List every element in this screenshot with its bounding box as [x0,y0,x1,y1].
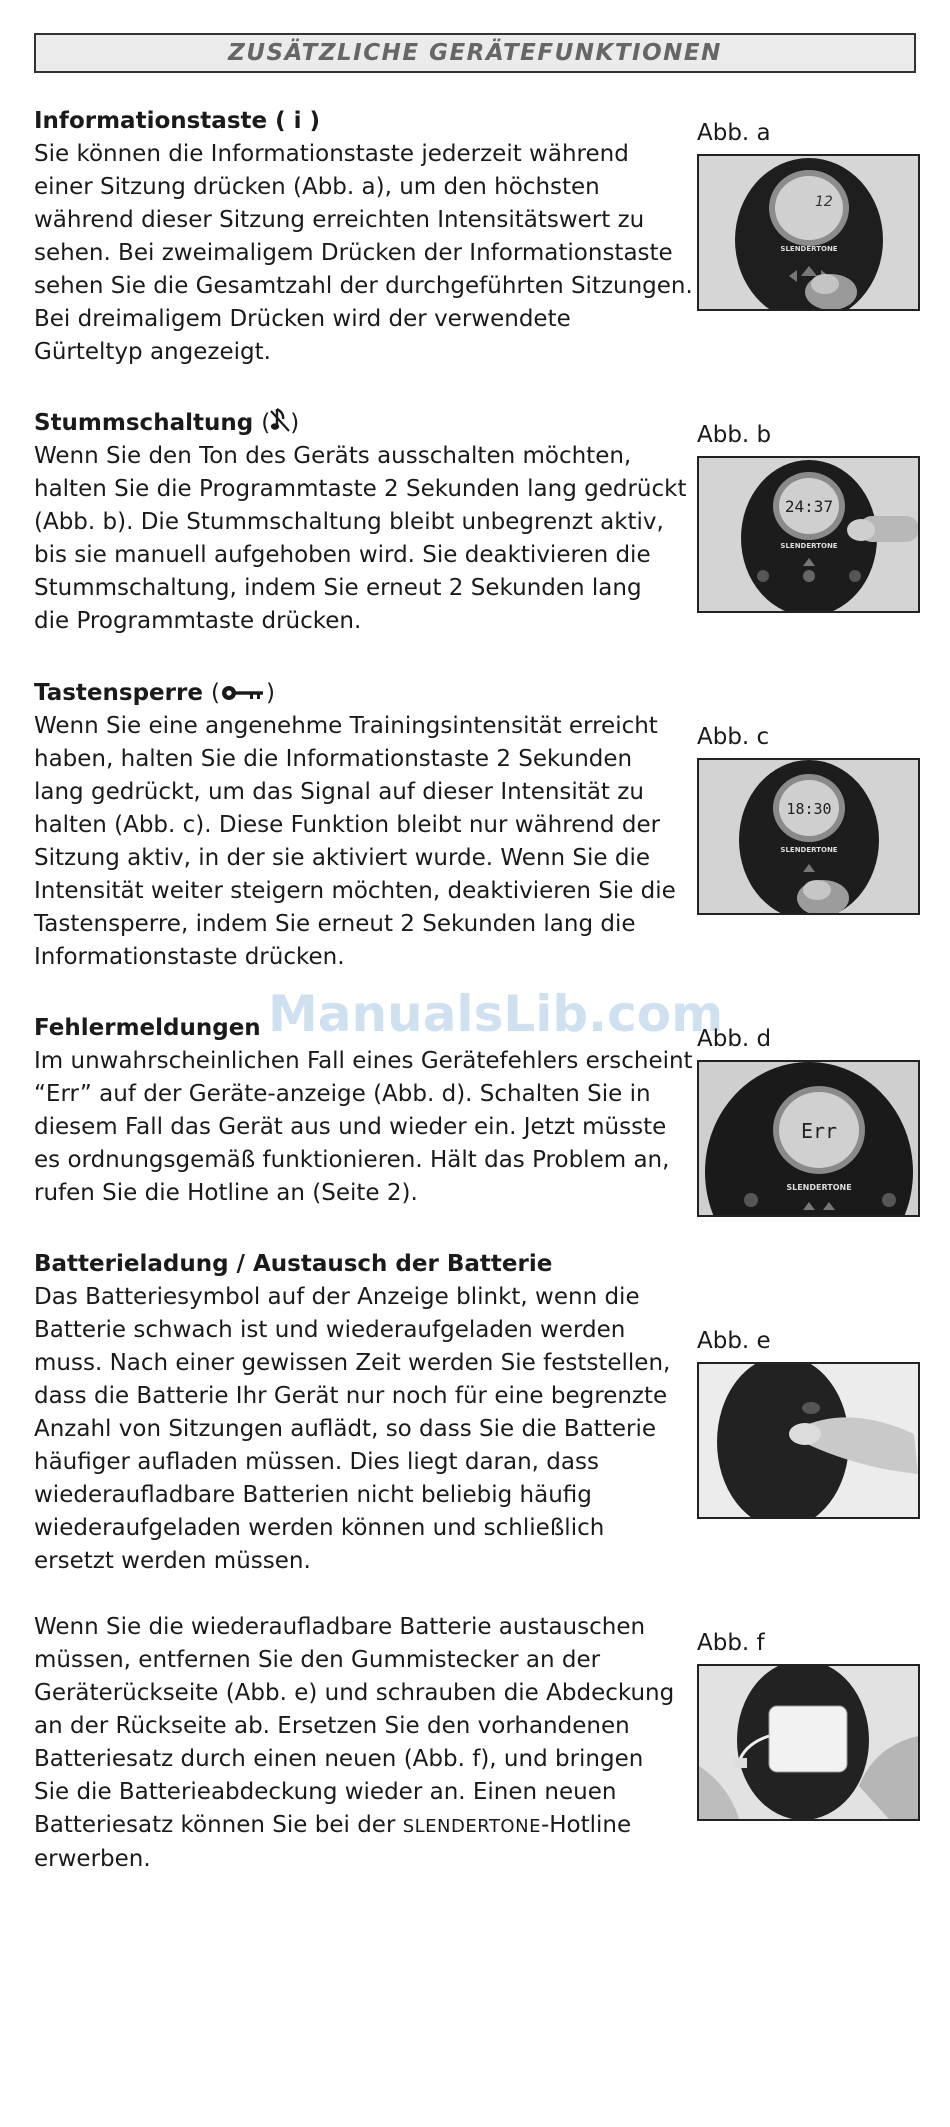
text-line: häufiger aufladen müssen. Dies liegt daran, dass [34,1449,599,1475]
text-line: es ordnungsgemäß funktionieren. Hält das Problem an, [34,1147,670,1173]
text-line: an der Rückseite ab. Ersetzen Sie den vorhandenen [34,1713,630,1739]
text-line: müssen, entfernen Sie den Gummistecker an der [34,1647,601,1673]
brand-name: SLENDERTONE [402,1816,541,1837]
figure-a-photo [697,154,920,311]
text-line: erwerben. [34,1846,151,1872]
text-line: Sie die Batterieabdeckung wieder an. Einen neuen [34,1779,617,1805]
mute-note-icon: ( ) [261,410,300,436]
text-fragment: -Hotline [540,1812,632,1838]
section-key-lock [34,677,684,974]
text-line: muss. Nach einer gewissen Zeit werden Sie feststellen, [34,1350,671,1376]
figure-label-f: Abb. f [697,1630,765,1656]
figure-e-photo [697,1362,920,1519]
text-line: Geräterückseite (Abb. e) und schrauben die Abdeckung [34,1680,675,1706]
device-brand: SLENDERTONE [780,245,838,253]
text-line: Anzahl von Sitzungen auflädt, so dass Sie die Batterie [34,1416,656,1442]
text-line: Informationstaste drücken. [34,944,345,970]
text-fragment: Batteriesatz können Sie bei der [34,1812,403,1838]
text-line: Sie können die Informationstaste jederzeit während [34,141,629,167]
text-line: Wenn Sie den Ton des Geräts ausschalten möchten, [34,443,632,469]
text-line: sehen Sie die Gesamtzahl der durchgeführten Sitzungen. [34,273,693,299]
figure-d-photo [697,1060,920,1217]
figure-label-e: Abb. e [697,1328,771,1354]
section-battery [34,1248,684,1578]
text-line: Bei dreimaligem Drücken wird der verwendete [34,306,571,332]
text-line: Im unwahrscheinlichen Fall eines Gerätefehlers erscheint [34,1048,693,1074]
figure-c-photo [697,758,920,915]
watermark: ManualsLib.com [268,985,724,1043]
text-line: einer Sitzung drücken (Abb. a), um den höchsten [34,174,600,200]
display-value: 18:30 [786,800,832,818]
figure-label-a: Abb. a [697,120,771,146]
heading-mute-text: Stummschaltung [34,410,254,436]
text-line: halten Sie die Programmtaste 2 Sekunden lang gedrückt [34,476,687,502]
heading-key-lock [34,677,684,710]
text-line: Gürteltyp angezeigt. [34,339,271,365]
section-mute [34,407,687,638]
text-line: dass die Batterie Ihr Gerät nur noch für eine begrenzte [34,1383,668,1409]
text-line: wiederaufgeladen werden können und schließlich [34,1515,605,1541]
section-title-bar [34,33,916,73]
text-line: Wenn Sie die wiederaufladbare Batterie austauschen [34,1614,646,1640]
text-line: lang gedrückt, um das Signal auf dieser Intensität zu [34,779,644,805]
text-line: Sitzung aktiv, in der sie aktiviert wurde. Wenn Sie die [34,845,651,871]
text-line: diesem Fall das Gerät aus und wieder ein. Jetzt müsste [34,1114,667,1140]
figure-f-photo [697,1664,920,1821]
section-battery-replacement [34,1611,684,1876]
figure-label-d: Abb. d [697,1026,772,1052]
display-value: 12 [815,194,833,210]
figure-label-b: Abb. b [697,422,772,448]
heading-key-lock-text: Tastensperre [34,680,203,706]
display-value: Err [800,1119,838,1143]
figure-label-c: Abb. c [697,724,770,750]
text-line: wiederaufladbare Batterien nicht beliebig häufig [34,1482,592,1508]
text-line: halten (Abb. c). Diese Funktion bleibt nur während der [34,812,661,838]
device-brand: SLENDERTONE [780,542,838,550]
text-line: die Programmtaste drücken. [34,608,362,634]
text-line: Batterie schwach ist und wiederaufgeladen werden [34,1317,626,1343]
text-line: Das Batteriesymbol auf der Anzeige blinkt, wenn die [34,1284,640,1310]
heading-mute [34,407,684,440]
heading-battery: Batterieladung / Austausch der Batterie [34,1251,553,1277]
text-line: (Abb. b). Die Stummschaltung bleibt unbegrenzt aktiv, [34,509,664,535]
text-line: sehen. Bei zweimaligem Drücken der Informationstaste [34,240,673,266]
text-line: haben, halten Sie die Informationstaste 2 Sekunden [34,746,633,772]
device-brand: SLENDERTONE [780,846,838,854]
section-title: ZUSÄTZLICHE GERÄTEFUNKTIONEN [228,40,722,66]
device-brand: SLENDERTONE [786,1183,852,1192]
heading-information-button: Informationstaste ( i ) [34,108,321,134]
heading-error-messages: Fehlermeldungen [34,1015,261,1041]
text-line: Wenn Sie eine angenehme Trainingsintensität erreicht [34,713,658,739]
text-line: “Err” auf der Geräte-anzeige (Abb. d). Schalten Sie in [34,1081,651,1107]
text-line: während dieser Sitzung erreichten Intensitätswert zu [34,207,645,233]
text-line: rufen Sie die Hotline an (Seite 2). [34,1180,418,1206]
text-line: Tastensperre, indem Sie erneut 2 Sekunden lang die [34,911,636,937]
display-value: 24:37 [784,497,834,516]
key-icon: ( ) [210,680,275,706]
text-line: Batteriesatz durch einen neuen (Abb. f), und bringen [34,1746,644,1772]
text-line: Stummschaltung, indem Sie erneut 2 Sekunden lang [34,575,642,601]
text-line: ersetzt werden müssen. [34,1548,311,1574]
text-line [34,1809,684,1843]
text-line: Intensität weiter steigern möchten, deaktivieren Sie die [34,878,676,904]
section-information-button [34,105,693,369]
text-line: bis sie manuell aufgehoben wird. Sie deaktivieren die [34,542,651,568]
figure-b-photo [697,456,920,613]
